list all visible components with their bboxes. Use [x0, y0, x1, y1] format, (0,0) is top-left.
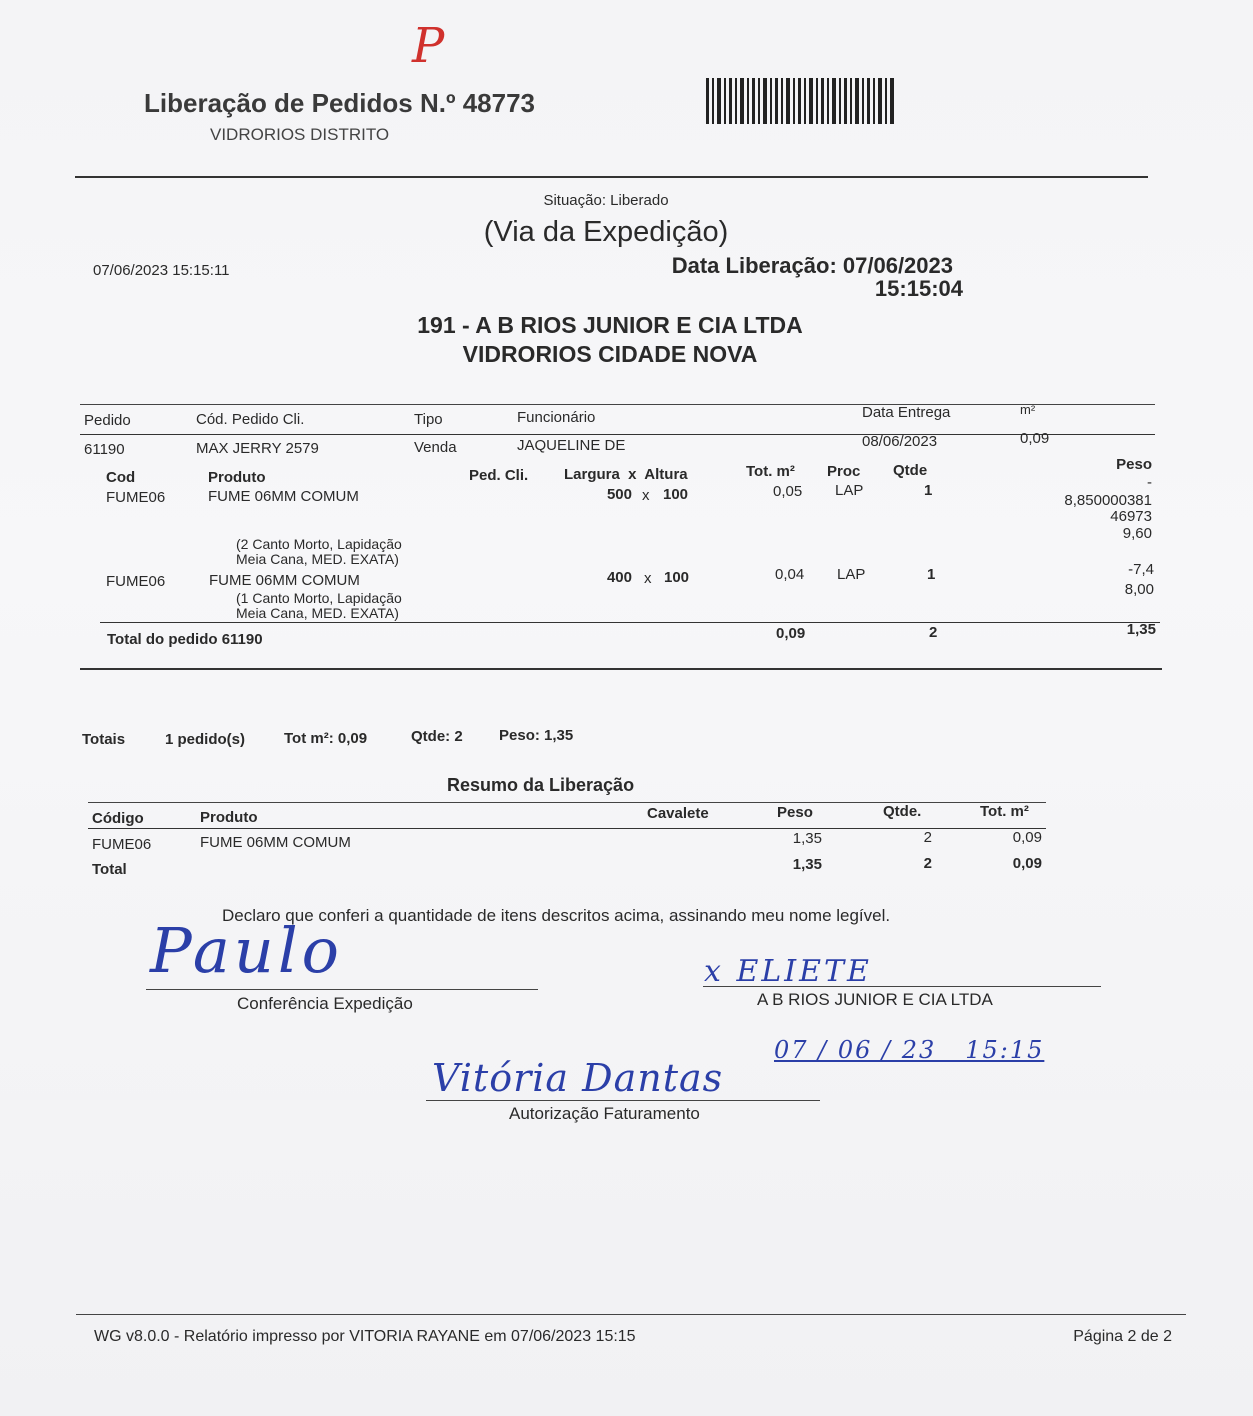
item-1-height: 100	[663, 486, 689, 503]
item-1-cod: FUME06	[106, 489, 166, 506]
item-header-produto: Produto	[208, 469, 266, 486]
printed-datetime: 07/06/2023 15:15:11	[93, 262, 230, 279]
header-divider	[75, 176, 1148, 178]
item-1-qtde: 1	[924, 482, 933, 499]
release-date: Data Liberação: 07/06/2023	[671, 253, 953, 278]
summary-title: Resumo da Liberação	[447, 775, 635, 795]
barcode-graphic	[706, 78, 896, 124]
col-header-data-entrega: Data Entrega	[862, 404, 951, 421]
signature-label-faturamento: Autorização Faturamento	[509, 1104, 700, 1123]
order-total-rule	[100, 622, 1160, 623]
item-2-cod: FUME06	[106, 573, 166, 590]
order-header-rule	[80, 434, 1155, 435]
delivery-date: 08/06/2023	[862, 433, 938, 450]
client-name: 191 - A B RIOS JUNIOR E CIA LTDA	[417, 312, 803, 338]
item-2-note-line1: (1 Canto Morto, Lapidação	[236, 590, 402, 606]
situation-status: Situação: Liberado	[543, 192, 669, 209]
totals-label: Totais	[82, 731, 126, 748]
summary-header-peso: Peso	[777, 804, 813, 821]
item-1-weight-line1: 8,850000381	[1064, 492, 1152, 509]
order-total-label: Total do pedido 61190	[107, 631, 263, 648]
item-1-x: x	[642, 487, 650, 504]
summary-header-cavalete: Cavalete	[647, 805, 709, 822]
summary-total-qtde: 2	[923, 855, 932, 872]
totals-qtde: Qtde: 2	[411, 728, 463, 745]
item-header-largura-altura: Largura x Altura	[564, 466, 688, 483]
summary-header-qtde: Qtde.	[883, 803, 922, 820]
item-1-weight-line2: 46973	[1110, 508, 1152, 525]
signature-faturamento: Vitória Dantas	[432, 1056, 724, 1100]
order-number: 61190	[84, 441, 125, 458]
employee-name: JAQUELINE DE	[517, 437, 626, 454]
item-2-qtde: 1	[927, 566, 936, 583]
item-header-qtde: Qtde	[893, 462, 928, 479]
item-1-width: 500	[606, 486, 632, 503]
totals-m2: Tot m²: 0,09	[284, 730, 368, 747]
summary-row-qtde: 2	[923, 829, 932, 846]
footer-rule	[76, 1314, 1186, 1315]
signature-line-left	[146, 989, 538, 990]
order-total-qtde: 2	[929, 624, 938, 641]
item-2-height: 100	[664, 569, 690, 586]
item-header-proc: Proc	[827, 463, 861, 480]
summary-header-codigo: Código	[92, 810, 144, 827]
item-2-width: 400	[606, 569, 632, 586]
order-table-top-rule	[80, 404, 1155, 405]
handwritten-date: 07 / 06 / 23 15:15	[774, 1036, 1045, 1064]
item-1-weight-dash: -	[1147, 474, 1152, 491]
declaration-text: Declaro que conferi a quantidade de itens descritos acima, assinando meu nome legível.	[222, 906, 891, 925]
item-2-tot-m2: 0,04	[775, 566, 805, 583]
summary-total-tot-m2: 0,09	[1012, 855, 1042, 872]
totals-orders: 1 pedido(s)	[165, 731, 246, 748]
item-2-note-line2: Meia Cana, MED. EXATA)	[236, 605, 399, 621]
item-2-product: FUME 06MM COMUM	[209, 572, 360, 589]
item-1-proc: LAP	[835, 482, 864, 499]
order-total-m2: 0,09	[776, 625, 806, 642]
signature-label-client: A B RIOS JUNIOR E CIA LTDA	[757, 990, 993, 1009]
handwritten-mark: P	[412, 18, 445, 74]
summary-header-produto: Produto	[200, 809, 258, 826]
signature-client: x ELIETE	[704, 954, 872, 989]
totals-weight: Peso: 1,35	[499, 727, 574, 744]
signature-conferencia: Paulo	[150, 914, 343, 987]
order-section-bottom-rule	[80, 668, 1162, 670]
summary-total-label: Total	[92, 861, 127, 878]
summary-row-peso: 1,35	[792, 830, 822, 847]
item-2-x: x	[644, 570, 652, 587]
summary-row-codigo: FUME06	[92, 836, 152, 853]
signature-line-right	[703, 986, 1101, 987]
footer-print-info: WG v8.0.0 - Relatório impresso por VITORIA RAYANE em 07/06/2023 15:15	[94, 1328, 636, 1345]
copy-type: (Via da Expedição)	[483, 216, 729, 248]
release-time: 15:15:04	[874, 276, 963, 301]
item-header-cod: Cod	[106, 469, 136, 486]
footer-page-number: Página 2 de 2	[1073, 1328, 1172, 1345]
company-name: VIDRORIOS DISTRITO	[210, 125, 390, 144]
item-header-ped-cli: Ped. Cli.	[469, 467, 529, 484]
item-1-weight-line3: 9,60	[1122, 525, 1152, 542]
client-branch: VIDRORIOS CIDADE NOVA	[462, 341, 758, 367]
summary-header-tot-m2: Tot. m²	[980, 803, 1029, 820]
item-2-weight-line1: -7,4	[1128, 561, 1154, 578]
order-total-weight: 1,35	[1126, 621, 1156, 638]
summary-row-tot-m2: 0,09	[1012, 829, 1042, 846]
col-header-cod-pedido-cli: Cód. Pedido Cli.	[196, 411, 305, 428]
item-1-note-line1: (2 Canto Morto, Lapidação	[236, 536, 402, 552]
document-title: Liberação de Pedidos N.º 48773	[144, 88, 535, 118]
order-m2: 0,09	[1020, 430, 1050, 447]
item-1-note-line2: Meia Cana, MED. EXATA)	[236, 551, 399, 567]
item-2-weight-line2: 8,00	[1124, 581, 1154, 598]
col-header-funcionario: Funcionário	[517, 409, 596, 426]
summary-row-produto: FUME 06MM COMUM	[200, 834, 351, 851]
signature-line-bottom	[426, 1100, 820, 1101]
item-header-tot-m2: Tot. m²	[746, 463, 795, 480]
col-header-pedido: Pedido	[84, 412, 131, 429]
item-1-product: FUME 06MM COMUM	[208, 488, 359, 505]
item-header-peso: Peso	[1116, 456, 1152, 473]
item-1-tot-m2: 0,05	[773, 483, 803, 500]
item-2-proc: LAP	[837, 566, 866, 583]
client-order-code: MAX JERRY 2579	[196, 440, 319, 457]
col-header-m2: m²	[1020, 402, 1036, 417]
summary-total-peso: 1,35	[792, 856, 822, 873]
col-header-tipo: Tipo	[414, 411, 443, 428]
signature-label-conferencia: Conferência Expedição	[237, 994, 413, 1013]
order-type: Venda	[414, 439, 457, 456]
